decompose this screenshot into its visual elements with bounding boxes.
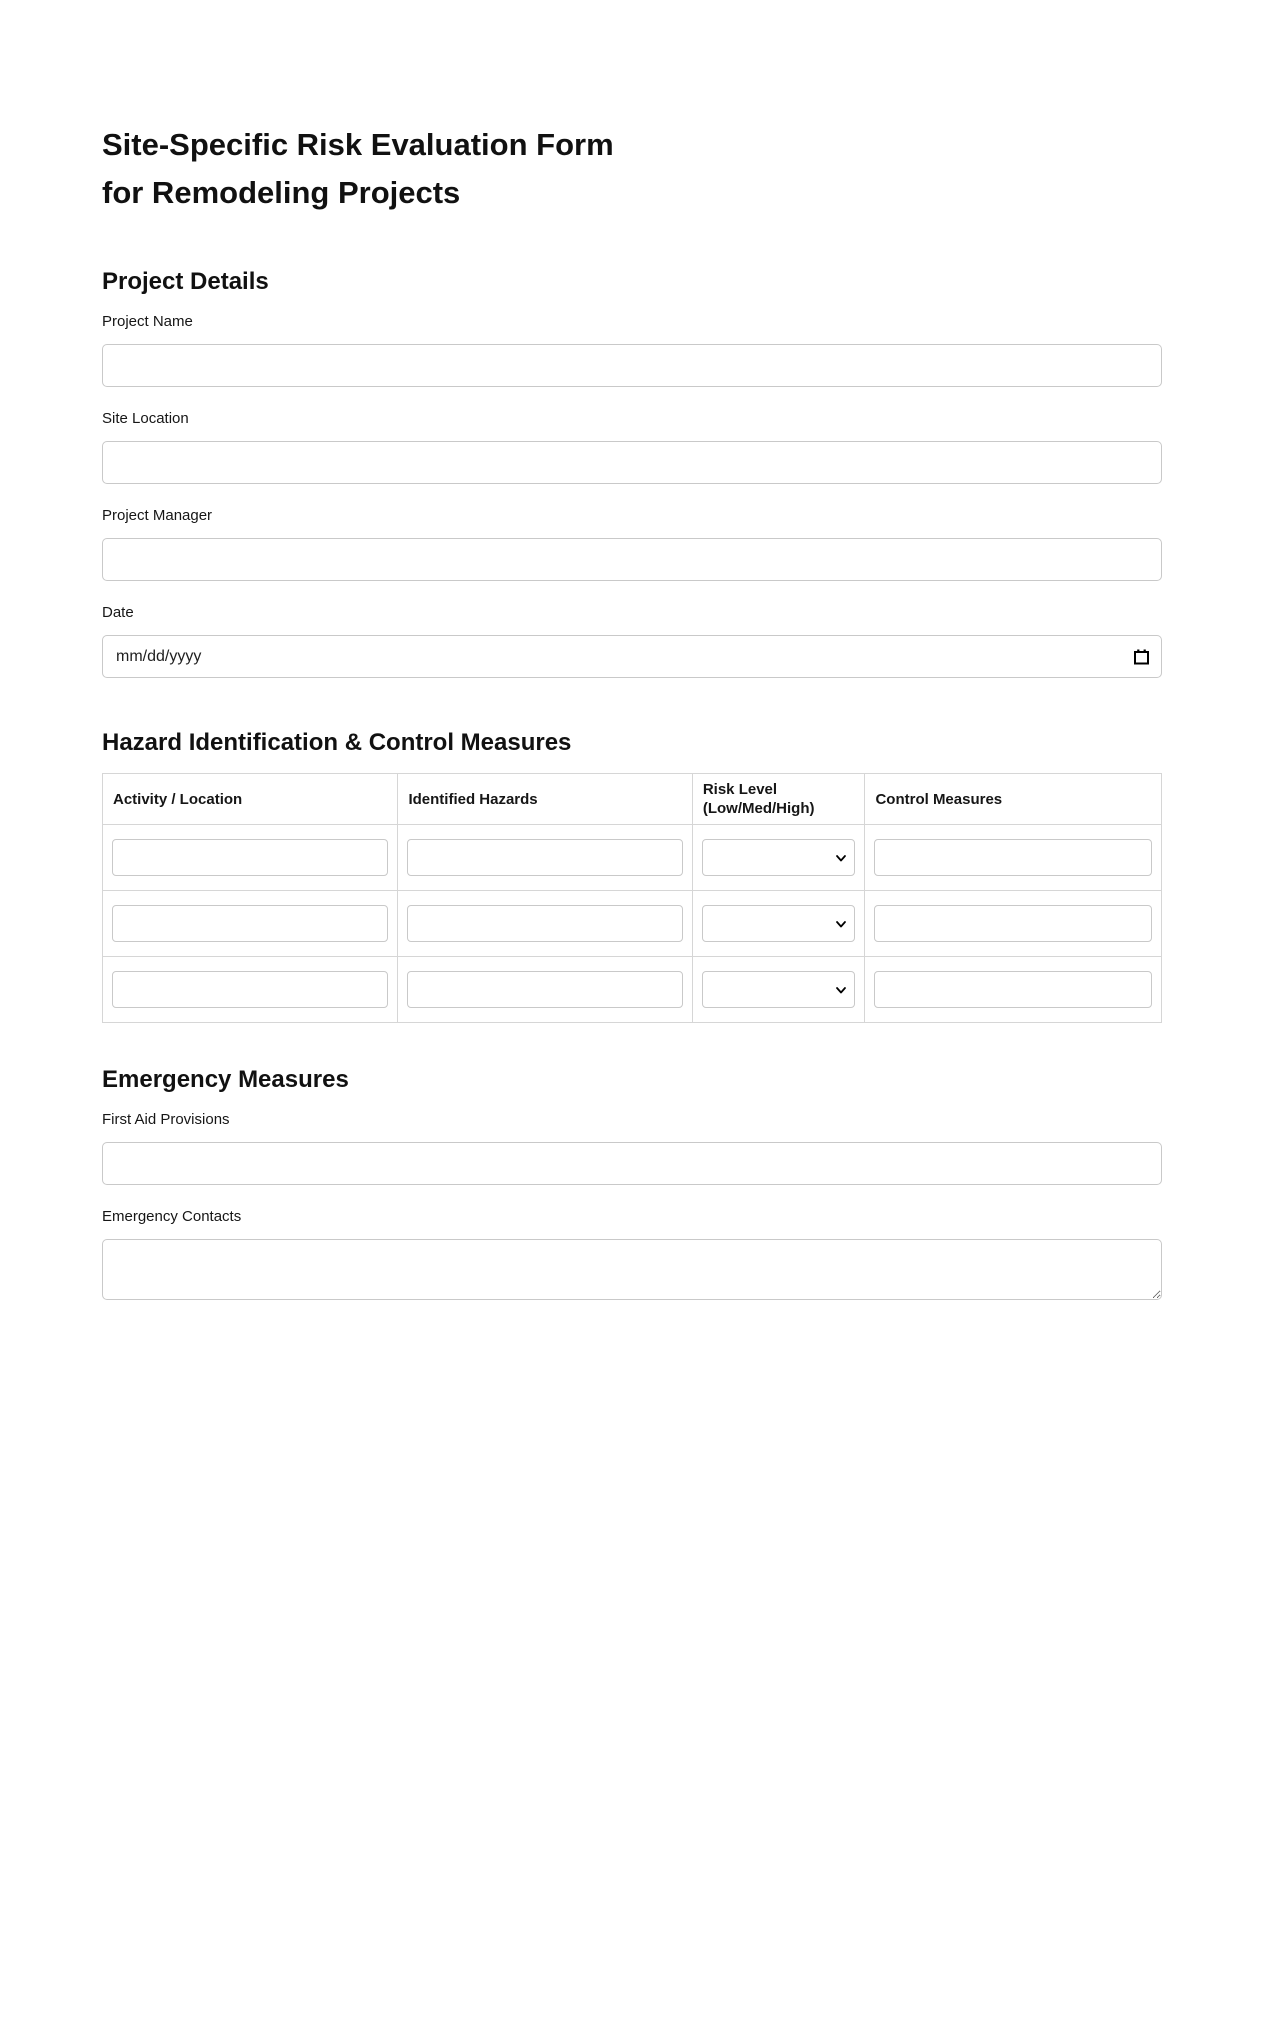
project-manager-input[interactable] — [102, 538, 1162, 581]
column-header-control-measures: Control Measures — [865, 774, 1162, 825]
identified-hazards-input[interactable] — [407, 839, 682, 876]
project-manager-field — [102, 506, 1162, 581]
activity-location-input[interactable] — [112, 971, 388, 1008]
site-location-field — [102, 409, 1162, 484]
identified-hazards-input[interactable] — [407, 905, 682, 942]
section-hazard-identification — [102, 728, 1162, 1023]
column-header-risk-level: Risk Level (Low/Med/High) — [692, 774, 865, 825]
site-location-input[interactable] — [102, 441, 1162, 484]
calendar-icon[interactable] — [1133, 648, 1150, 665]
hazard-table-row — [103, 825, 1162, 891]
hazard-table-row — [103, 891, 1162, 957]
emergency-contacts-field — [102, 1207, 1162, 1300]
page-title-line-1: Site-Specific Risk Evaluation Form — [102, 127, 614, 162]
hazard-table — [102, 773, 1162, 1023]
hazard-section-heading: Hazard Identification & Control Measures — [102, 729, 572, 756]
hazard-table-header-row — [103, 774, 1162, 825]
emergency-contacts-textarea[interactable] — [102, 1239, 1162, 1300]
date-label: Date — [102, 604, 134, 621]
column-header-activity-location: Activity / Location — [103, 774, 398, 825]
project-name-field — [102, 312, 1162, 387]
date-input[interactable] — [102, 635, 1162, 678]
form-page — [102, 121, 1162, 1300]
site-location-label: Site Location — [102, 410, 189, 427]
project-details-heading: Project Details — [102, 268, 269, 295]
emergency-contacts-label: Emergency Contacts — [102, 1208, 242, 1225]
page-title-line-2: for Remodeling Projects — [102, 175, 461, 210]
first-aid-input[interactable] — [102, 1142, 1162, 1185]
project-name-input[interactable] — [102, 344, 1162, 387]
project-manager-label: Project Manager — [102, 507, 213, 524]
control-measures-input[interactable] — [874, 839, 1152, 876]
column-header-identified-hazards: Identified Hazards — [398, 774, 692, 825]
activity-location-input[interactable] — [112, 839, 388, 876]
page-title — [102, 121, 1162, 217]
control-measures-input[interactable] — [874, 971, 1152, 1008]
risk-level-select[interactable] — [702, 839, 856, 876]
section-project-details — [102, 267, 1162, 678]
risk-level-select[interactable] — [702, 905, 856, 942]
emergency-section-heading: Emergency Measures — [102, 1066, 349, 1093]
control-measures-input[interactable] — [874, 905, 1152, 942]
first-aid-label: First Aid Provisions — [102, 1111, 230, 1128]
hazard-table-row — [103, 957, 1162, 1023]
project-name-label: Project Name — [102, 313, 193, 330]
date-field — [102, 603, 1162, 678]
identified-hazards-input[interactable] — [407, 971, 682, 1008]
section-emergency-measures — [102, 1065, 1162, 1300]
activity-location-input[interactable] — [112, 905, 388, 942]
first-aid-field — [102, 1110, 1162, 1185]
risk-level-select[interactable] — [702, 971, 856, 1008]
